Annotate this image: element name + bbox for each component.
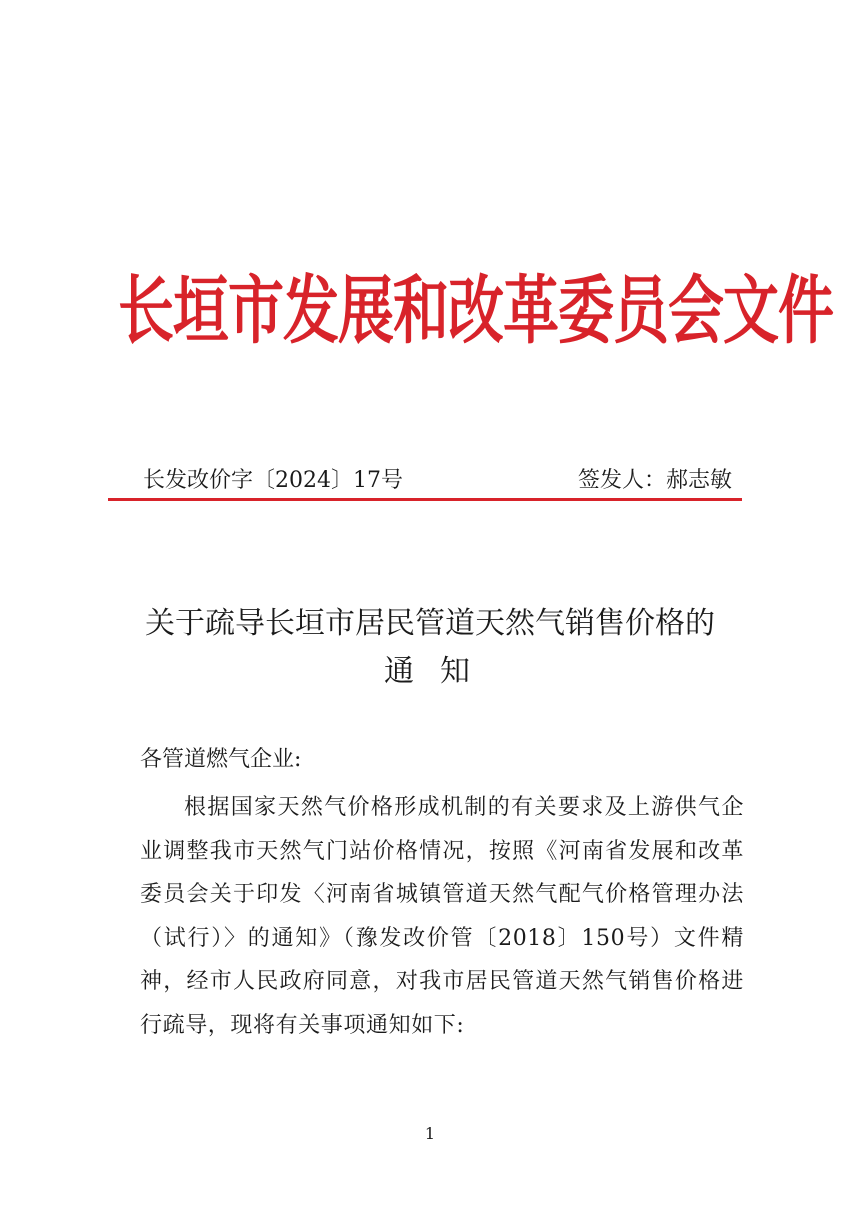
- page-number: 1: [424, 1124, 436, 1143]
- document-number: 长发改价字〔2024〕17号: [143, 468, 403, 493]
- notice-title-line-1: 关于疏导长垣市居民管道天然气销售价格的: [145, 606, 715, 641]
- red-divider-line: [108, 498, 742, 501]
- body-paragraph: 根据国家天然气价格形成机制的有关要求及上游供气企业调整我市天然气门站价格情况，按照《河南省发展和改革委员会关于印发〈河南省城镇管道天然气配气价格管理办法（试行）〉的通知》（豫发改价管〔2018〕150号）文件精神，经市人民政府同意，对我市居民管道天然气销售价格进行疏导，现将有关事项通知如下:: [140, 795, 744, 1038]
- masthead-title: 长垣市发展和改革委员会文件: [118, 268, 833, 355]
- issuer-signatory: 签发人：郝志敏: [578, 468, 733, 493]
- salutation: 各管道燃气企业:: [140, 747, 302, 772]
- notice-title-line-2: 通知: [384, 654, 496, 689]
